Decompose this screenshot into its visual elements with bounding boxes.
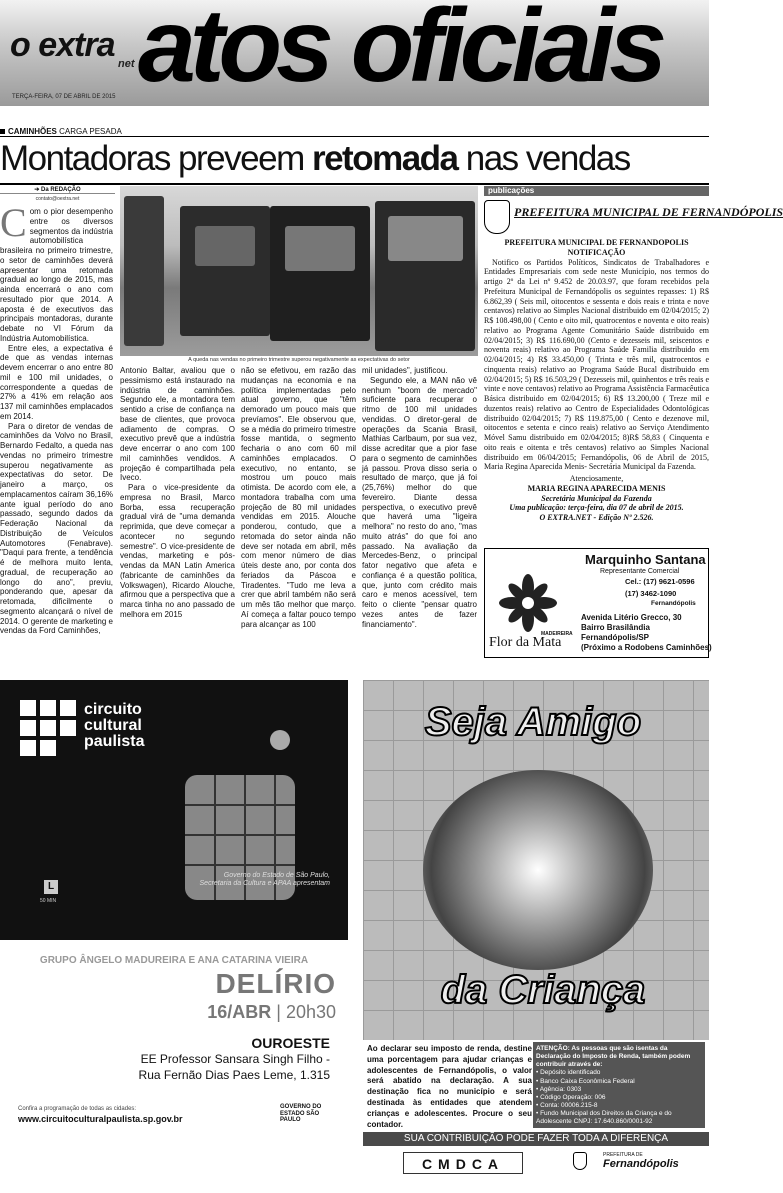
ad-flor-da-mata: [484, 548, 712, 658]
show-title: DELÍRIO: [215, 968, 336, 999]
logo-name: Flor da Mata: [489, 635, 562, 650]
ad-info-text: Ao declarar seu imposto de renda, destine uma porcentagem para ajudar crianças e adolescentes de Fernandópolis, o valor será abatido na declaração. A sua destinação fica no município e será destinada às entidades que atendem crianças e adolescentes. Procure o seu contador.: [367, 1044, 532, 1129]
duration-label: 50 MIN: [40, 898, 57, 904]
ad-address: [581, 613, 712, 653]
article-paragraph: mil unidades", justificou.: [362, 366, 448, 375]
circuito-logo-icon: [20, 700, 76, 756]
prefeitura-name: Fernandópolis: [603, 1158, 679, 1170]
notice-subtitle: NOTIFICAÇÃO: [567, 247, 626, 257]
credit-line: Governo do Estado de São Paulo,: [223, 872, 330, 879]
show-datetime: 16/ABR | 20h30: [207, 1002, 336, 1022]
article-paragraph: não se efetivou, em razão das mudanças na economia e na política implementadas pelo atual governo, que "têm demorado um pouco mais que prevíamos". Ele observou que, se a média do primeiro trimestre fosse mantida, o segmento fecharia o ano com 60 mil caminhões emplacados. O executivo, no entanto, se mostrou um pouco mais otimista. De acordo com ele, a montadora trabalha com uma projeção de 80 mil unidades vendidas em 2015. Alouche ponderou, contudo, que a retomada do setor ainda não deve ser notada em abril, mês com menor número de dias úteis deste ano, por conta dos feriados da Páscoa e Tiradentes. "Tudo me leva a crer que abril também não será um mês tão melhor que março. Aí começa a faltar pouco tempo para alcançar as 100: [241, 366, 356, 629]
article-paragraph: Para o vice-presidente da empresa no Brasil, Marco Borba, essa recuperação gradual virá de "uma demanda reprimida, que deve começar a acontecer no segundo semestre". O vice-presidente de vendas, marketing e pós-vendas da MAN Latin America (fabricante de caminhões da Volkswagen), Ricardo Alouche, afirmou que a perspectiva que a marca tinha no ano passado de melhora em 2015: [120, 483, 235, 619]
notice-edition: O EXTRA.NET - Edição Nº 2.526.: [539, 513, 654, 522]
venue-line: EE Professor Sansara Singh Filho -: [140, 1052, 330, 1066]
headline: [0, 140, 709, 179]
drop-cap: C: [0, 200, 27, 245]
brand-suffix: net: [118, 58, 135, 70]
notice-publication: Uma publicação: terça-feira, dia 07 de abril de 2015.: [509, 503, 684, 513]
ad-contact-name: Marquinho Santana: [585, 552, 706, 567]
notice-closing: Atenciosamente,: [569, 474, 624, 483]
gov-sp-logo: GOVERNO DO ESTADO SÃO PAULO: [280, 1104, 322, 1124]
program-note: Confira a programação de todas as cidades:: [18, 1106, 137, 1112]
info-box-item: • Banco Caixa Econômica Federal: [536, 1077, 635, 1085]
info-box-title: ATENÇÃO: As pessoas que são isentas da Declaração do Imposto de Renda, também podem contribuir através de:: [536, 1045, 691, 1069]
truck-windshield: [195, 226, 255, 266]
headline-pre: Montadoras preveem: [0, 139, 312, 178]
ad-circuito-cultural: [0, 680, 348, 1140]
ad-title: Seja Amigo: [424, 700, 642, 744]
divider: [0, 183, 709, 185]
masthead-title: atos oficiais: [138, 0, 662, 104]
info-box-item: • Código Operação: 006: [536, 1093, 606, 1101]
author-name: Da REDAÇÃO: [41, 187, 81, 193]
notification-notice: [484, 238, 709, 523]
article-column-3: [241, 366, 356, 656]
ad-contact-role: Representante Comercial: [600, 568, 680, 575]
address-line: Bairro Brasilândia: [581, 623, 650, 632]
issue-date: TERÇA-FEIRA, 07 DE ABRIL DE 2015: [12, 94, 116, 100]
children-photo: [423, 770, 653, 970]
truck-shape: [124, 196, 164, 346]
notice-title: PREFEITURA MUNICIPAL DE FERNANDOPOLIS: [504, 238, 689, 247]
truck-windshield: [285, 226, 355, 271]
masthead: [0, 0, 709, 106]
article-paragraph: Segundo ele, a MAN não vê nenhum "boom de mercado" suficiente para recuperar o ritmo de 100 mil unidades vendidas. O diretor-geral de operações da Scania Brasil, Mathias Carlbaum, por sua vez, disse acreditar que a pior fase para o segmento de caminhões já passou. Prova disso seria o resultado de março, que já foi (25,76%) melhor do que fevereiro. Diante dessa perspectiva, o executivo prevê que haverá uma "ligeira melhora" no resto do ano, "mas muito atrás" do que foi ano passado. Na avaliação da Mercedes-Benz, o principal fator negativo que afeta e confiança é a questão política, que, junto com crédito mais caro e menos acessível, tem feito o cliente "pensar quatro vezes antes de fazer financiamento".: [362, 375, 477, 629]
show-venue: [0, 1052, 330, 1083]
program-url[interactable]: www.circuitoculturalpaulista.sp.gov.br: [18, 1114, 183, 1124]
show-company: GRUPO ÂNGELO MADUREIRA E ANA CATARINA VIEIRA: [39, 955, 309, 966]
ad-cel: Cel.: (17) 9621-0596: [625, 577, 695, 586]
byline-email[interactable]: contato@oextra.net: [35, 196, 80, 202]
info-box-item: • Fundo Municipal dos Direitos da Criança e do Adolescente CNPJ: 17.640.860/0001-92: [536, 1110, 672, 1126]
credit-line: Secretaria da Cultura e APAA apresentam: [199, 880, 330, 888]
notice-signer-role: Secretária Municipal da Fazenda: [541, 493, 652, 503]
show-date: 16/ABR: [207, 1002, 272, 1022]
brand-logo: o extra: [10, 26, 115, 64]
info-box-item: • Conta: 00006.215-8: [536, 1101, 598, 1109]
address-line: Avenida Litério Grecco, 30: [581, 613, 682, 622]
section-sub: CARGA PESADA: [59, 127, 122, 136]
ad-subtitle: da Criança: [440, 968, 646, 1012]
info-box-item: • Depósito identificado: [536, 1069, 601, 1077]
section-square-icon: [0, 129, 5, 134]
trucks-photo: [120, 186, 478, 356]
ad-info-box: [533, 1042, 705, 1128]
article-column-1: [0, 200, 113, 657]
venue-line: Rua Fernão Dias Paes Leme, 1.315: [138, 1067, 330, 1082]
article-paragraph: Entre eles, a expectativa é de que as vendas internas devem encerrar o ano entre 80 mil e 100 mil unidades, o correspondente a quedas de 27% a 41% em relação aos 137 mil caminhões emplacados em 2014.: [0, 343, 113, 421]
article-column-2: [120, 366, 235, 656]
prefeitura-label: PREFEITURA DE: [603, 1152, 643, 1158]
headline-bold: retomada: [311, 139, 458, 178]
prefeitura-seal-icon: [573, 1152, 587, 1170]
prefeitura-seal-icon: [484, 200, 510, 234]
rating-badge: L: [44, 880, 58, 894]
circuito-logo-text: circuito cultural paulista: [84, 701, 145, 750]
ad-info: [363, 1040, 709, 1132]
byline-author: ➔ Da REDAÇÃO: [0, 186, 115, 194]
ad-city: Fernandópolis: [651, 600, 696, 607]
publicacoes-header: publicações: [484, 186, 709, 196]
sponsor-logos: [363, 1146, 709, 1180]
article-paragraph: Para o diretor de vendas de caminhões da Volvo no Brasil, Bernardo Fedalto, a queda nas vendas no primeiro trimestre superou negativamente as expectativas do setor. De janeiro a março, os emplacamentos caíram 36,16% ante igual período do ano passado, segundo dados da Federação Nacional da Distribuição de Veículos Automotores (Fenabrave). "Daqui para frente, a tendência é de melhora muito lenta, gradual, de recuperação ao longo do ano", previu, ponderando que, apesar da retomada, dificilmente o segmento alcançará o nível de 2014. O gerente de marketing e vendas da Ford Caminhões,: [0, 421, 113, 636]
article-paragraph: Antonio Baltar, avaliou que o pessimismo está instaurado na indústria de caminhões. Segundo ele, a montadora tem sentido a crise de confiança na base de clientes, que provoca adiamento de compras. O executivo prevê que a indústria deve encerrar o ano com 100 mil caminhões vendidos. A projeção é compartilhada pela Iveco.: [120, 366, 235, 483]
divider: [0, 136, 709, 137]
photo-caption: A queda nas vendas no primeiro trimestre superou negativamente as expectativas do setor: [188, 357, 410, 363]
truck-windshield: [388, 216, 463, 261]
notice-signer: MARIA REGINA APARECIDA MENIS: [527, 483, 666, 493]
contribution-banner: SUA CONTRIBUIÇÃO PODE FAZER TODA A DIFERENÇA: [363, 1132, 709, 1146]
article-column-4: [362, 366, 477, 656]
address-line: (Próximo a Rodobens Caminhões): [581, 643, 712, 652]
ad-tel: (17) 3462-1090: [625, 589, 677, 598]
headline-post: nas vendas: [457, 139, 630, 178]
address-line: Fernandópolis/SP: [581, 633, 650, 642]
show-city: OUROESTE: [251, 1035, 330, 1051]
info-box-item: • Agência: 0303: [536, 1085, 582, 1093]
ad-seja-amigo: [363, 680, 709, 1180]
show-time: 20h30: [285, 1002, 336, 1022]
article-paragraph: om o pior desempenho entre os diversos segmentos da indústria automobilística brasileira no primeiro trimestre, o setor de caminhões deverá apresentar uma retomada gradual ao longo de 2015, mas ainda encerrará o ano com resultado pior que 2014. A aposta é de executivos das principais montadoras, durante debate no VI Fórum da Indústria Automobilística.: [0, 207, 113, 343]
government-credit: [160, 872, 330, 889]
prefeitura-title: PREFEITURA MUNICIPAL DE FERNANDÓPOLIS: [514, 205, 783, 219]
flower-logo-icon: [493, 573, 563, 633]
cmdca-logo: CMDCA: [403, 1152, 523, 1174]
logo-madeireira: MADEIREIRA: [541, 631, 573, 637]
section-label: [0, 127, 122, 136]
notice-body: Notifico os Partidos Políticos, Sindicatos de Trabalhadores e Entidades Empresariais com sede neste Município, nos termos do artigo 2º da Lei nº 9.452 de 20.03.97, que foram recebidos pela Prefeitura Municipal de Fernandópolis os seguintes repasses: 1) R$ 6.862,39 ( Seis mil, oitocentos e sessenta e dois reais e trinta e nove centavos) relativo ao Simples Nacional distribuido em 02/04/2015; 2) R$ 108.498,00 ( Cento e oito mil, quatrocentos e noventa e oito reais) relativo ao Programa Agente Comunitário Saúde distribuido em 02/04/2015; 3) R$ 116.690,00 (Cento e dezesseis mil, seiscentos e noventa reais) relativo ao Programa Saúde Familia distribuido em 02/04/2015; 4) R$ 33.450,00 ( Trinta e três mil, quatrocentos e cinquenta reais) relativo ao Programa Saúde Bucal distribuido em 02/04/2015; 5) R$ 16.503,29 ( Dezesseis mil, quinhentos e três reais e vinte e nove centavos) relativo ao Programa Assistência Farmacêutica Básica distribuido em 02/04/2015; 6) R$ 13.200,00 ( Treze mil e duzentos reais) relativo ao Centro de Especialidades Odontológicas distribuido 02/04/2015; 7) R$ 119.875,00 ( Cento e dezenove mil, oitocentos e setenta e cinco reais) relativo ao Serviço Atendimento Móvel Samu distribuido em 02/04/2015; 8)R$ 58,83 ( Cinquenta e oito reais e oitenta e três centavos) relativo ao Simples Nacional distribuido em 06/04/2015; Fernandópolis, 06 de Abril de 2015, Maria Regina Aparecida Menis- Secretária Municipal da Fazenda.: [484, 257, 709, 472]
section-name: CAMINHÕES: [8, 127, 57, 136]
